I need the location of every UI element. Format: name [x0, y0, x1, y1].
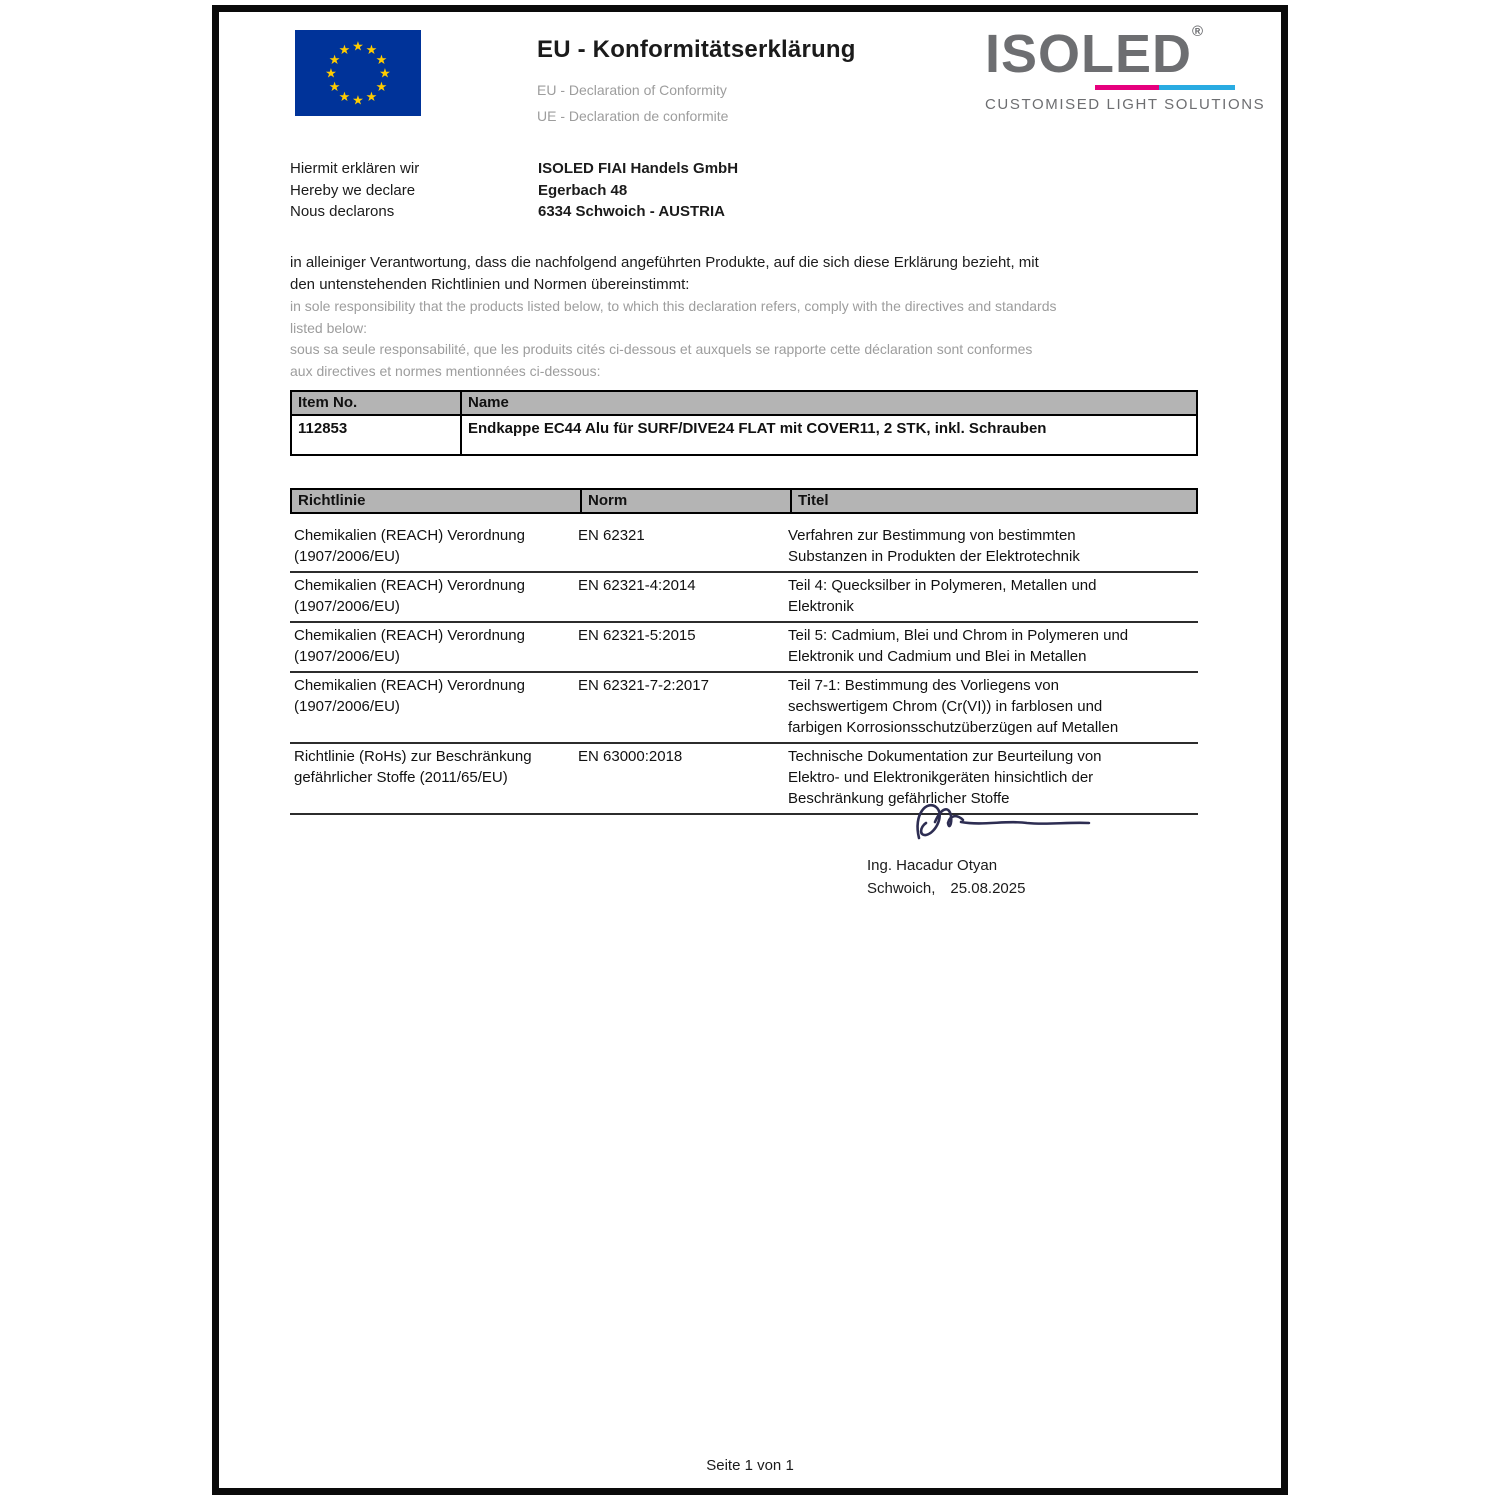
svg-text:★: ★	[328, 80, 341, 95]
svg-text:★: ★	[375, 53, 388, 68]
richtlinie-text: Chemikalien (REACH) Verordnung (1907/2006/EU)	[294, 677, 525, 715]
standards-table-row	[290, 523, 1198, 573]
standards-header-norm: Norm	[580, 490, 790, 512]
titel-text: Teil 5: Cadmium, Blei und Chrom in Polymeren und Elektronik und Cadmium und Blei in Metallen	[788, 627, 1129, 665]
svg-text:★: ★	[375, 80, 388, 95]
svg-text:★: ★	[325, 66, 337, 82]
page-number: Seite 1 von 1	[706, 1457, 794, 1474]
titel-text: Teil 4: Quecksilber in Polymeren, Metallen und Elektronik	[788, 577, 1097, 615]
logo-brand-text	[985, 23, 1241, 84]
statement-block	[290, 252, 1058, 382]
svg-text:★: ★	[328, 53, 341, 68]
standards-table-body	[290, 523, 1198, 815]
product-item-no: 112853	[298, 420, 348, 437]
logo-accent-blue-bar	[1159, 85, 1235, 90]
richtlinie-text: Chemikalien (REACH) Verordnung (1907/2006/EU)	[294, 577, 525, 615]
standards-table-row	[290, 623, 1198, 673]
signature-place: Schwoich,	[867, 880, 936, 897]
cell-norm: EN 62321-7-2:2017	[578, 677, 709, 694]
standards-table	[290, 488, 1198, 815]
standards-table-row	[290, 573, 1198, 623]
page-title: EU - Konformitätserklärung	[537, 36, 856, 63]
signature-date: 25.08.2025	[950, 880, 1026, 897]
product-table	[290, 390, 1198, 456]
svg-text:★: ★	[338, 89, 351, 105]
svg-text:★: ★	[379, 66, 391, 82]
declare-label-en: Hereby we declare	[290, 181, 416, 199]
cell-norm: EN 63000:2018	[578, 748, 683, 765]
signature-place-date	[867, 877, 1115, 900]
document-page	[212, 5, 1288, 1495]
statement-en: in sole responsibility that the products listed below, to which this declaration refers, comply with the directives and standards listed below:	[290, 298, 1057, 336]
cell-norm: EN 62321-5:2015	[578, 627, 696, 644]
isoled-logo	[985, 23, 1266, 113]
company-street: Egerbach 48	[538, 181, 628, 199]
cell-titel	[788, 575, 1198, 617]
cell-titel	[788, 625, 1198, 667]
svg-text:★: ★	[352, 93, 364, 109]
header-titles	[537, 36, 856, 129]
product-name: Endkappe EC44 Alu für SURF/DIVE24 FLAT mit COVER11, 2 STK, inkl. Schrauben	[460, 416, 1196, 454]
signature-block	[859, 796, 1115, 900]
svg-text:★: ★	[365, 43, 378, 59]
standards-header-richtlinie: Richtlinie	[298, 492, 366, 509]
titel-text: Technische Dokumentation zur Beurteilung von Elektro- und Elektronikgeräten hinsichtlich der Beschränkung gefährlicher Stoffe	[788, 748, 1102, 807]
svg-text:★: ★	[365, 89, 378, 105]
product-table-row	[292, 416, 1196, 454]
company-name: ISOLED FIAI Handels GmbH	[538, 160, 739, 177]
product-header-name: Name	[460, 392, 1196, 414]
cell-norm: EN 62321	[578, 527, 645, 544]
richtlinie-text: Chemikalien (REACH) Verordnung (1907/2006/EU)	[294, 627, 525, 665]
titel-text: Verfahren zur Bestimmung von bestimmten Substanzen in Produkten der Elektrotechnik	[788, 527, 1080, 565]
registered-trademark-icon: ®	[1192, 23, 1205, 40]
logo-accent-bars	[985, 85, 1235, 90]
cell-titel	[788, 525, 1198, 567]
standards-table-row	[290, 673, 1198, 744]
titel-text: Teil 7-1: Bestimmung des Vorliegens von sechswertigem Chrom (Cr(VI)) in farblosen und farbigen Korrosionsschutzüberzügen auf Metallen	[788, 677, 1119, 736]
product-header-item-no: Item No.	[298, 394, 358, 411]
cell-richtlinie	[290, 675, 578, 717]
company-city: 6334 Schwoich - AUSTRIA	[538, 203, 725, 220]
cell-richtlinie	[290, 746, 578, 788]
logo-tagline: CUSTOMISED LIGHT SOLUTIONS	[985, 95, 1266, 113]
richtlinie-text: Chemikalien (REACH) Verordnung (1907/2006/EU)	[294, 527, 525, 565]
standards-table-header	[290, 488, 1198, 514]
declare-label-de: Hiermit erklären wir	[290, 160, 420, 177]
product-table-header	[292, 392, 1196, 416]
subtitle-en: EU - Declaration of Conformity	[537, 82, 727, 98]
cell-richtlinie	[290, 575, 578, 617]
svg-text:★: ★	[352, 39, 364, 55]
standards-header-titel: Titel	[790, 490, 1196, 512]
cell-richtlinie	[290, 625, 578, 667]
logo-accent-pink-bar	[1095, 85, 1159, 90]
handwritten-signature	[859, 796, 1115, 850]
cell-norm: EN 62321-4:2014	[578, 577, 696, 594]
declaration-block	[290, 158, 738, 223]
cell-titel	[788, 675, 1198, 738]
declaration-labels	[290, 158, 538, 223]
richtlinie-text: Richtlinie (RoHs) zur Beschränkung gefährlicher Stoffe (2011/65/EU)	[294, 748, 532, 786]
company-address	[538, 158, 738, 223]
logo-wordmark: ISOLED	[985, 24, 1193, 84]
signer-name: Ing. Hacadur Otyan	[867, 857, 998, 874]
eu-flag-icon	[295, 30, 421, 116]
declare-label-fr: Nous declarons	[290, 203, 395, 220]
cell-richtlinie	[290, 525, 578, 567]
statement-fr: sous sa seule responsabilité, que les produits cités ci-dessous et auxquels se rapporte cette déclaration sont conformes aux directives et normes mentionnées ci-dessous:	[290, 341, 1033, 379]
svg-text:★: ★	[338, 43, 351, 59]
subtitle-fr: UE - Declaration de conformite	[537, 108, 729, 124]
statement-de: in alleiniger Verantwortung, dass die nachfolgend angeführten Produkte, auf die sich diese Erklärung bezieht, mit den untenstehenden Richtlinien und Normen übereinstimmt:	[290, 254, 1039, 293]
